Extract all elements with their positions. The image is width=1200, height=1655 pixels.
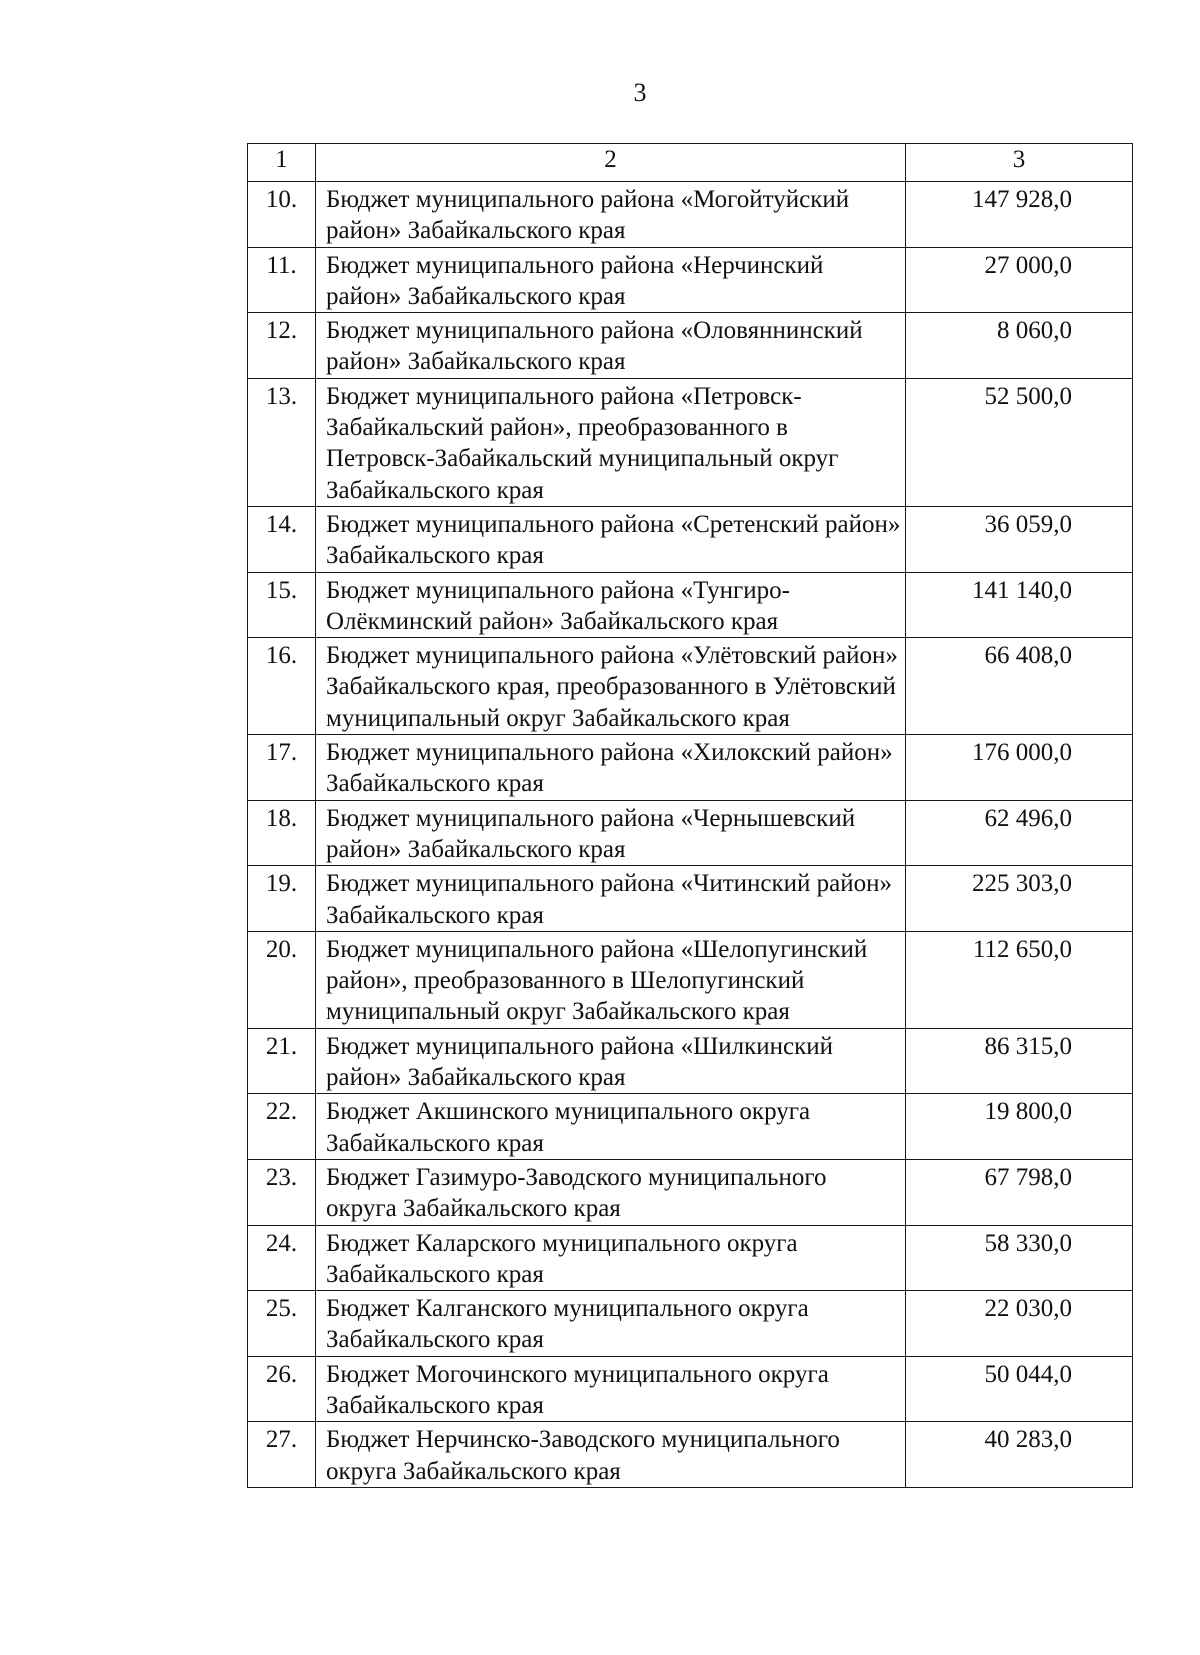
table-row (248, 1356, 1133, 1422)
row-number: 19. (248, 866, 316, 932)
budget-name: Бюджет муниципального района «Шелопугинский район», преобразованного в Шелопугинский муниципальный округ Забайкальского края (316, 931, 906, 1028)
table-row (248, 1094, 1133, 1160)
budget-amount: 36 059,0 (906, 506, 1133, 572)
table-row (248, 506, 1133, 572)
row-number: 17. (248, 735, 316, 801)
budget-amount: 27 000,0 (906, 247, 1133, 313)
row-number: 25. (248, 1291, 316, 1357)
budget-amount: 141 140,0 (906, 572, 1133, 638)
row-number: 18. (248, 800, 316, 866)
budget-name: Бюджет Акшинского муниципального округа Забайкальского края (316, 1094, 906, 1160)
table-row (248, 1159, 1133, 1225)
row-number: 13. (248, 378, 316, 506)
table-header-row (248, 144, 1133, 182)
table-row (248, 182, 1133, 248)
row-number: 11. (248, 247, 316, 313)
budget-amount: 52 500,0 (906, 378, 1133, 506)
row-number: 22. (248, 1094, 316, 1160)
budget-amount: 58 330,0 (906, 1225, 1133, 1291)
budget-name: Бюджет Могочинского муниципального округа Забайкальского края (316, 1356, 906, 1422)
table-row (248, 1291, 1133, 1357)
budget-name: Бюджет муниципального района «Петровск-Забайкальский район», преобразованного в Петровск-Забайкальский муниципальный округ Забайкальского края (316, 378, 906, 506)
row-number: 10. (248, 182, 316, 248)
budget-amount: 22 030,0 (906, 1291, 1133, 1357)
budget-amount: 62 496,0 (906, 800, 1133, 866)
row-number: 14. (248, 506, 316, 572)
table-row (248, 931, 1133, 1028)
row-number: 27. (248, 1422, 316, 1488)
table-row (248, 735, 1133, 801)
budget-amount: 67 798,0 (906, 1159, 1133, 1225)
budget-amount: 86 315,0 (906, 1028, 1133, 1094)
table-row (248, 1422, 1133, 1488)
budget-amount: 19 800,0 (906, 1094, 1133, 1160)
budget-name: Бюджет муниципального района «Хилокский район» Забайкальского края (316, 735, 906, 801)
budget-name: Бюджет муниципального района «Тунгиро-Олёкминский район» Забайкальского края (316, 572, 906, 638)
budget-name: Бюджет муниципального района «Улётовский район» Забайкальского края, преобразованного в Улётовский муниципальный округ Забайкальского края (316, 638, 906, 735)
table-row (248, 378, 1133, 506)
row-number: 21. (248, 1028, 316, 1094)
budget-amount: 66 408,0 (906, 638, 1133, 735)
table-row (248, 572, 1133, 638)
row-number: 24. (248, 1225, 316, 1291)
budget-name: Бюджет муниципального района «Нерчинский район» Забайкальского края (316, 247, 906, 313)
table-row (248, 638, 1133, 735)
budget-amount: 8 060,0 (906, 313, 1133, 379)
row-number: 12. (248, 313, 316, 379)
table-row (248, 866, 1133, 932)
row-number: 15. (248, 572, 316, 638)
budget-name: Бюджет Калганского муниципального округа Забайкальского края (316, 1291, 906, 1357)
budget-table (247, 143, 1133, 1488)
row-number: 26. (248, 1356, 316, 1422)
page-number: 3 (633, 78, 647, 107)
budget-amount: 176 000,0 (906, 735, 1133, 801)
budget-amount: 112 650,0 (906, 931, 1133, 1028)
budget-name: Бюджет муниципального района «Сретенский район» Забайкальского края (316, 506, 906, 572)
budget-name: Бюджет муниципального района «Читинский район» Забайкальского края (316, 866, 906, 932)
budget-amount: 147 928,0 (906, 182, 1133, 248)
budget-name: Бюджет муниципального района «Шилкинский район» Забайкальского края (316, 1028, 906, 1094)
row-number: 23. (248, 1159, 316, 1225)
column-header-amount: 3 (906, 144, 1133, 182)
budget-amount: 225 303,0 (906, 866, 1133, 932)
row-number: 16. (248, 638, 316, 735)
budget-name: Бюджет муниципального района «Чернышевский район» Забайкальского края (316, 800, 906, 866)
table-row (248, 1225, 1133, 1291)
budget-name: Бюджет Газимуро-Заводского муниципального округа Забайкальского края (316, 1159, 906, 1225)
budget-name: Бюджет муниципального района «Оловяннинский район» Забайкальского края (316, 313, 906, 379)
column-header-name: 2 (316, 144, 906, 182)
budget-amount: 40 283,0 (906, 1422, 1133, 1488)
table-row (248, 800, 1133, 866)
column-header-number: 1 (248, 144, 316, 182)
budget-name: Бюджет Каларского муниципального округа Забайкальского края (316, 1225, 906, 1291)
table-row (248, 1028, 1133, 1094)
budget-name: Бюджет Нерчинско-Заводского муниципального округа Забайкальского края (316, 1422, 906, 1488)
table-row (248, 247, 1133, 313)
budget-name: Бюджет муниципального района «Могойтуйский район» Забайкальского края (316, 182, 906, 248)
budget-amount: 50 044,0 (906, 1356, 1133, 1422)
row-number: 20. (248, 931, 316, 1028)
table-row (248, 313, 1133, 379)
